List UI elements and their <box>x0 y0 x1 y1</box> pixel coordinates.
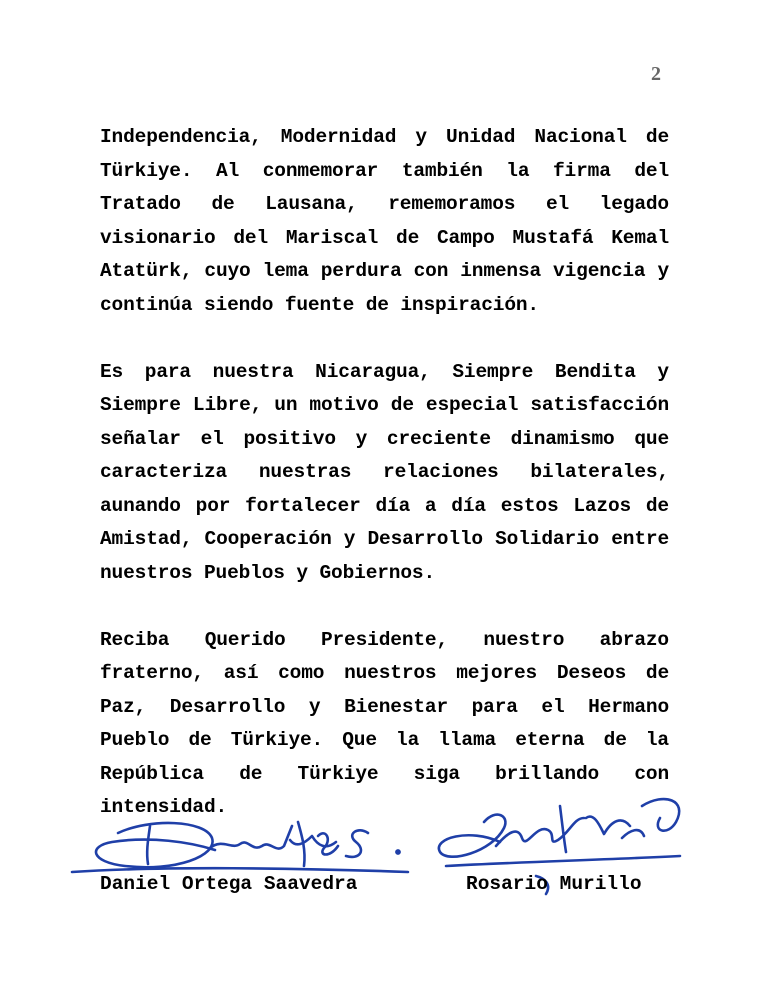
signatory-name-right: Rosario Murillo <box>466 873 642 895</box>
paragraph-1: Independencia, Modernidad y Unidad Nacional de Türkiye. Al conmemorar también la firma del Tratado de Lausana, rememoramos el legado visionario del Mariscal de Campo Mustafá Kemal Atatürk, cuyo lema perdura con inmensa vigencia y continúa siendo fuente de inspiración. <box>100 126 669 316</box>
paragraph-3: Reciba Querido Presidente, nuestro abrazo fraterno, así como nuestros mejores Deseos de Paz, Desarrollo y Bienestar para el Hermano Pueblo de Türkiye. Que la llama eterna de la República de Türkiye siga brillando con intensidad. <box>100 628 669 818</box>
paragraph-2: Es para nuestra Nicaragua, Siempre Bendita y Siempre Libre, un motivo de especial satisfacción señalar el positivo y creciente dinamismo que caracteriza nuestras relaciones bilaterales, aunando por fortalecer día a día estos Lazos de Amistad, Cooperación y Desarrollo Solidario entre nuestros Pueblos y Gobiernos. <box>100 360 669 584</box>
letter-body <box>100 121 669 825</box>
page-number: 2 <box>651 63 661 85</box>
signature-daniel-ortega <box>72 822 408 872</box>
signatory-name-left: Daniel Ortega Saavedra <box>100 873 358 895</box>
